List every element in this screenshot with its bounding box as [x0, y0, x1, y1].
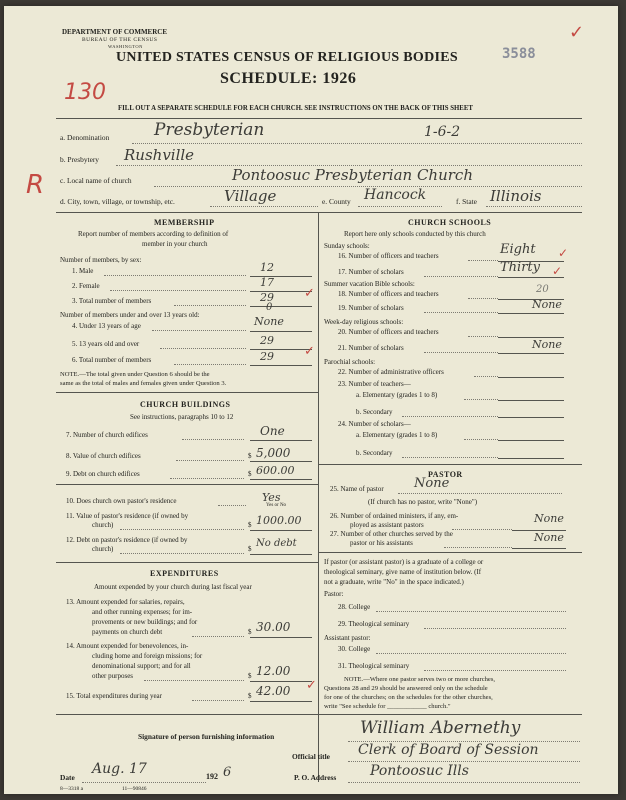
weekday-label: Week-day religious schools: [324, 318, 404, 326]
pastor-note-3: for one of the churches; on the schedules for the other churches, [324, 694, 493, 701]
parochial-label: Parochial schools: [324, 358, 376, 366]
q18-value: 20 [536, 284, 549, 295]
q5-over13-value: 29 [260, 334, 274, 347]
q7-label: 7. Number of church edifices [66, 431, 148, 439]
q11-label-1: 11. Value of pastor's residence (if owned by [66, 512, 189, 520]
membership-heading: MEMBERSHIP [154, 218, 215, 227]
form-number: 8—3318 a [60, 786, 84, 792]
grad-note-1: If pastor (or assistant pastor) is a graduate of a college or [324, 558, 484, 566]
q9-label: 9. Debt on church edifices [66, 470, 140, 478]
membership-intro-1: Report number of members according to definition of [78, 230, 229, 238]
q15-label: 15. Total expenditures during year [66, 692, 162, 700]
q12-label-1: 12. Debt on pastor's residence (if owned by [66, 536, 188, 544]
q26-label-1: 26. Number of ordained ministers, if any, em- [330, 512, 459, 520]
q19-label: 19. Number of scholars [338, 304, 404, 312]
pastor-note-2: Questions 28 and 29 should be answered only on the schedule [324, 685, 488, 692]
q16-value: Eight [500, 242, 536, 257]
q20-label: 20. Number of officers and teachers [338, 328, 439, 336]
presbytery-value: Rushville [124, 146, 195, 164]
q17-value: Thirty [500, 260, 540, 275]
q1-male-label: 1. Male [72, 267, 94, 275]
q4-under13-value: None [254, 315, 284, 328]
county-value: Hancock [364, 187, 427, 203]
q27-label-2: pastor or his assistants [350, 539, 413, 547]
expenditures-heading: EXPENDITURES [150, 569, 219, 578]
q23b-label: b. Secondary [356, 408, 393, 416]
q13-label-1: 13. Amount expended for salaries, repairs, [66, 598, 185, 606]
date-label: Date [60, 773, 75, 782]
q8-value: 5,000 [256, 446, 291, 460]
schedule-title: SCHEDULE: 1926 [220, 70, 357, 87]
by-sex-label: Number of members, by sex: [60, 256, 142, 264]
q14-label-3: denominational support; and for all [92, 662, 191, 670]
denomination-label: a. Denomination [60, 133, 110, 142]
q7-value: One [260, 424, 285, 438]
form-title: UNITED STATES CENSUS OF RELIGIOUS BODIES [116, 50, 459, 65]
schools-heading: CHURCH SCHOOLS [408, 218, 492, 227]
pastor-note-4: write "See schedule for ____________ church." [324, 703, 451, 710]
q15-value: 42.00 [256, 684, 291, 698]
city-label: WASHINGTON [108, 44, 143, 49]
q30-label: 30. College [338, 645, 371, 653]
denomination-value: Presbyterian [154, 120, 265, 140]
grad-note-3: not a graduate, write "No" in the space indicated.) [324, 578, 464, 586]
year-prefix: 192 [206, 772, 218, 781]
buildings-intro: See instructions, paragraphs 10 to 12 [130, 413, 234, 421]
q25-label: 25. Name of pastor [330, 485, 384, 493]
q25-hint: (If church has no pastor, write "None") [368, 498, 478, 506]
church-name-label: c. Local name of church [60, 176, 132, 185]
q25-value: None [414, 476, 450, 491]
q26-value: None [534, 512, 564, 525]
instruction-line: FILL OUT A SEPARATE SCHEDULE FOR EACH CHURCH. SEE INSTRUCTIONS ON THE BACK OF THIS SHEET [118, 105, 473, 112]
margin-mark: R [26, 170, 45, 200]
q24b-label: b. Secondary [356, 449, 393, 457]
q5-over13-label: 5. 13 years old and over [72, 340, 140, 348]
q11-label-2: church) [92, 521, 114, 529]
city-type-value: Village [224, 187, 277, 205]
q18-label: 18. Number of officers and teachers [338, 290, 439, 298]
membership-intro-2: member in your church [142, 240, 208, 248]
q10-value: Yes [262, 491, 281, 504]
pastor-subheading: Pastor: [324, 590, 344, 598]
sunday-label: Sunday schools: [324, 242, 370, 250]
state-value: Illinois [490, 187, 542, 205]
official-title-value: Clerk of Board of Session [358, 742, 539, 758]
pastor-note-1: NOTE.—Where one pastor serves two or more churches, [344, 676, 496, 683]
county-label: e. County [322, 197, 351, 206]
q3-total-label: 3. Total number of members [72, 297, 152, 305]
church-name-value: Pontoosuc Presbyterian Church [232, 166, 473, 184]
date-value: Aug. 17 [92, 761, 147, 777]
signature-label: Signature of person furnishing information [138, 732, 275, 741]
q9-dollar: $ [248, 470, 252, 478]
q12-dollar: $ [248, 545, 252, 553]
buildings-heading: CHURCH BUILDINGS [140, 400, 231, 409]
q10-hint: Yes or No [266, 503, 287, 508]
check-mark-icon: ✓ [304, 344, 315, 359]
check-mark-icon: ✓ [306, 678, 317, 693]
stamp-number: 3588 [502, 46, 536, 62]
q24-label: 24. Number of scholars— [338, 420, 411, 428]
q14-label-2: cluding home and foreign missions; for [92, 652, 203, 660]
q14-value: 12.00 [256, 664, 291, 678]
q15-dollar: $ [248, 692, 252, 700]
q13-label-2: and other running expenses; for im- [92, 608, 193, 616]
q13-value: 30.00 [256, 620, 291, 634]
pastor-heading: PASTOR [428, 470, 463, 479]
signature-value: William Abernethy [360, 718, 521, 738]
presbytery-label: b. Presbytery [60, 155, 99, 164]
check-mark-icon: ✓ [569, 22, 585, 43]
address-value: Pontoosuc Ills [370, 763, 469, 779]
check-mark-icon: ✓ [558, 246, 569, 260]
q14-label-1: 14. Amount expended for benevolences, in- [66, 642, 189, 650]
q13-label-4: payments on church debt [92, 628, 163, 636]
q2-female-value: 17 [260, 276, 274, 289]
department-label: DEPARTMENT OF COMMERCE [62, 28, 168, 36]
q23-label: 23. Number of teachers— [338, 380, 411, 388]
q13-dollar: $ [248, 628, 252, 636]
address-label: P. O. Address [294, 773, 337, 782]
schools-intro: Report here only schools conducted by this church [344, 230, 486, 238]
membership-note-1: NOTE.—The total given under Question 6 should be the [60, 371, 210, 378]
summer-label: Summer vacation Bible schools: [324, 280, 415, 288]
q10-label: 10. Does church own pastor's residence [66, 497, 177, 505]
census-form-page [4, 6, 618, 794]
q22-label: 22. Number of administrative officers [338, 368, 444, 376]
q16-label: 16. Number of officers and teachers [338, 252, 439, 260]
bureau-label: BUREAU OF THE CENSUS [82, 37, 158, 43]
q4-extra-value: 0 [266, 302, 273, 313]
q8-dollar: $ [248, 452, 252, 460]
q21-value: None [532, 338, 562, 351]
q31-label: 31. Theological seminary [338, 662, 410, 670]
assistant-subheading: Assistant pastor: [324, 634, 371, 642]
q6-total-label: 6. Total number of members [72, 356, 152, 364]
q6-total-value: 29 [260, 350, 274, 363]
q24a-label: a. Elementary (grades 1 to 8) [356, 431, 438, 439]
check-mark-icon: ✓ [552, 264, 563, 278]
denomination-code: 1-6-2 [424, 124, 461, 140]
q11-value: 1000.00 [256, 514, 302, 527]
q4-under13-label: 4. Under 13 years of age [72, 322, 141, 330]
q21-label: 21. Number of scholars [338, 344, 404, 352]
q17-label: 17. Number of scholars [338, 268, 404, 276]
age-intro-label: Number of members under and over 13 years old: [60, 311, 200, 319]
expenditures-intro: Amount expended by your church during last fiscal year [94, 583, 252, 591]
q9-value: 600.00 [256, 464, 295, 477]
q11-dollar: $ [248, 521, 252, 529]
year-value: 6 [223, 765, 232, 780]
q3-total-value: 29 [260, 291, 274, 304]
q14-label-4: other purposes [92, 672, 134, 680]
q12-label-2: church) [92, 545, 114, 553]
q8-label: 8. Value of church edifices [66, 452, 141, 460]
q27-label-1: 27. Number of other churches served by the [330, 530, 453, 538]
q2-female-label: 2. Female [72, 282, 100, 290]
handwritten-number: 130 [64, 80, 106, 105]
q28-label: 28. College [338, 603, 371, 611]
q12-value: No debt [256, 538, 297, 549]
official-title-label: Official title [292, 752, 330, 761]
q29-label: 29. Theological seminary [338, 620, 410, 628]
q13-label-3: provements or new buildings; and for [92, 618, 198, 626]
q19-value: None [532, 298, 562, 311]
q1-male-value: 12 [260, 261, 274, 274]
state-label: f. State [456, 197, 477, 206]
q27-value: None [534, 531, 564, 544]
membership-note-2: same as the total of males and females given under Question 3. [60, 380, 227, 387]
q26-label-2: ployed as assistant pastors [350, 521, 424, 529]
print-number: 11—90846 [122, 786, 147, 792]
q14-dollar: $ [248, 672, 252, 680]
check-mark-icon: ✓ [304, 286, 315, 301]
q23a-label: a. Elementary (grades 1 to 8) [356, 391, 438, 399]
grad-note-2: theological seminary, give name of institution below. (If [324, 568, 482, 576]
city-type-label: d. City, town, village, or township, etc. [60, 197, 175, 206]
